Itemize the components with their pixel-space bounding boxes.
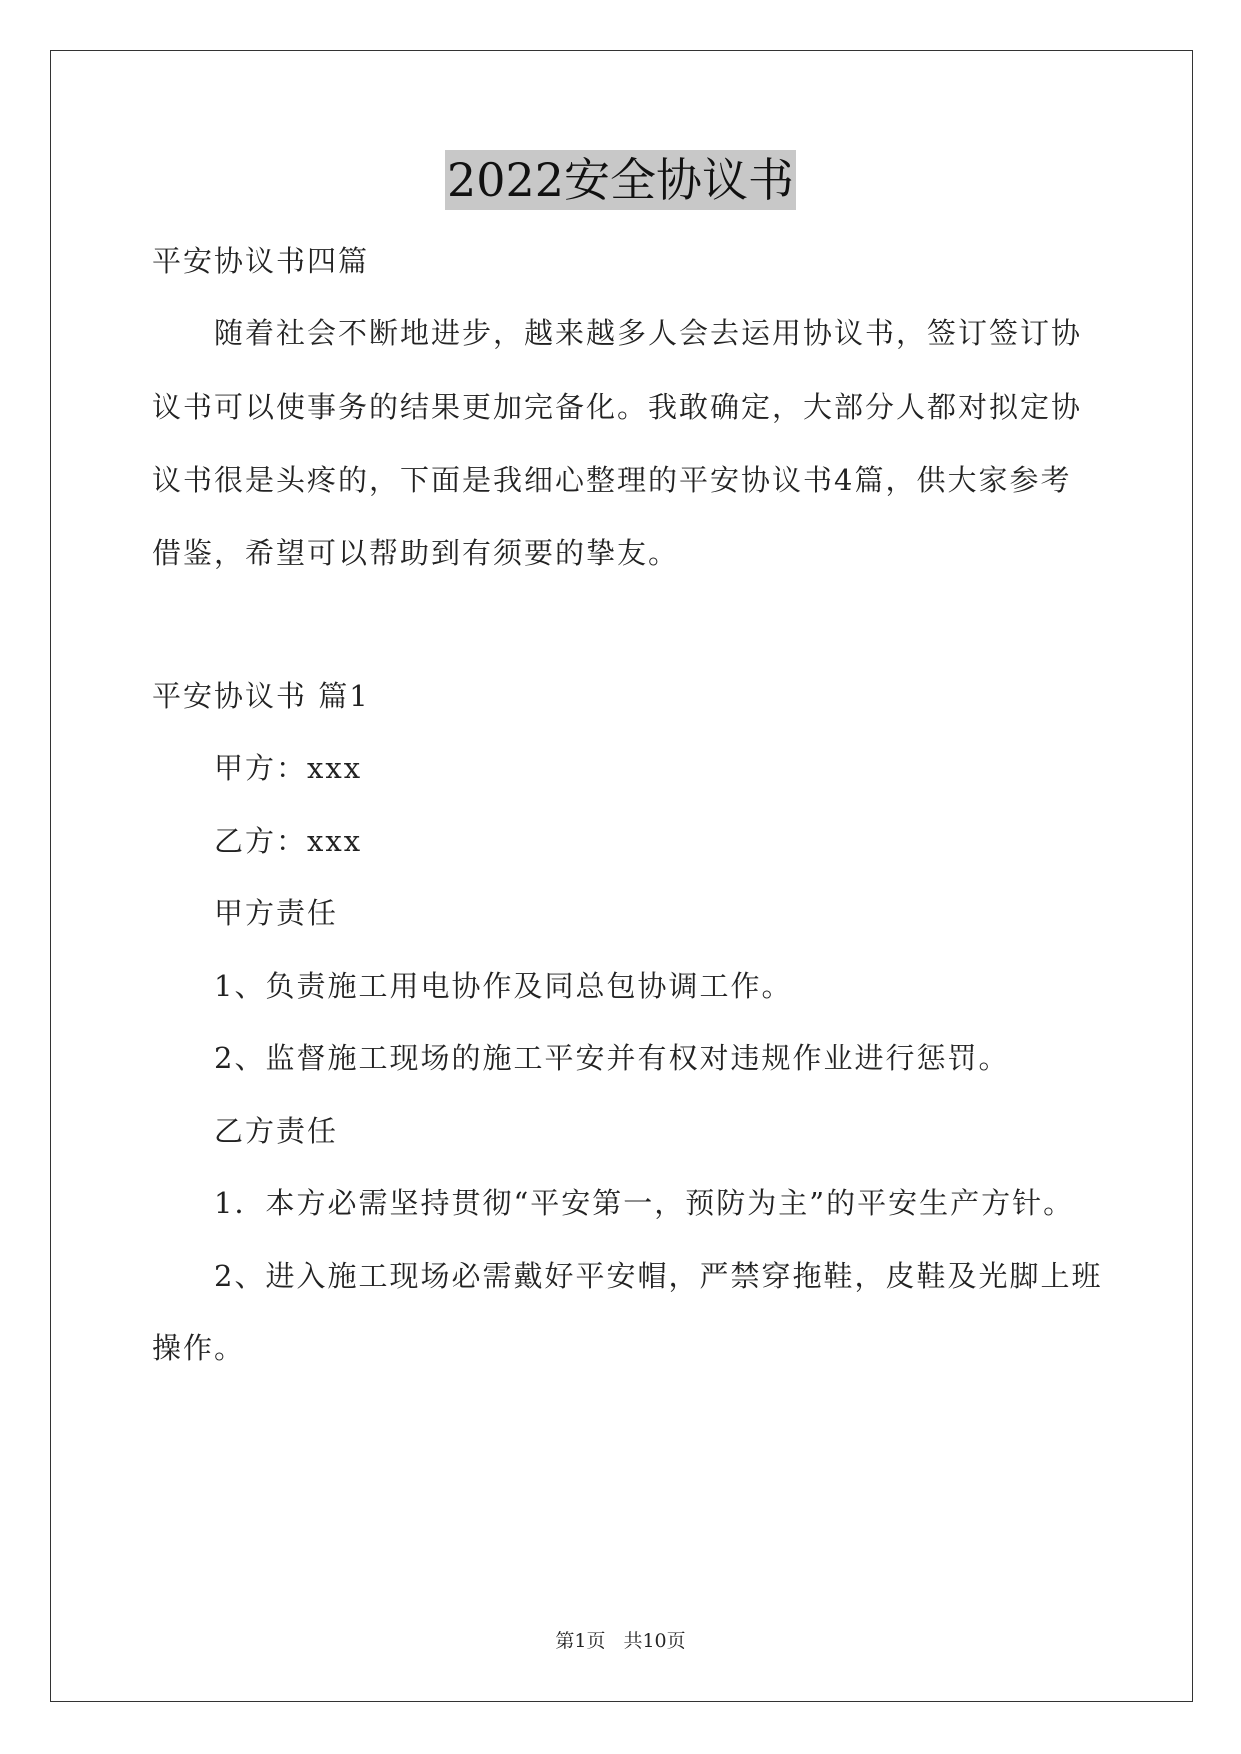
list-item: 2、监督施工现场的施工平安并有权对违规作业进行惩罚。 bbox=[214, 1041, 1010, 1075]
party-b-responsibility-heading: 乙方责任 bbox=[214, 1114, 339, 1148]
party-a-responsibility-heading: 甲方责任 bbox=[214, 896, 339, 930]
page-number: 第1页 bbox=[555, 1630, 606, 1652]
document-title: 2022安全协议书 bbox=[445, 150, 796, 210]
title-container bbox=[0, 150, 1241, 210]
paragraph-line: 议书可以使事务的结果更加完备化。我敢确定，大部分人都对拟定协 bbox=[152, 390, 1083, 424]
paragraph-line: 随着社会不断地进步，越来越多人会去运用协议书，签订签订协 bbox=[214, 316, 1083, 350]
list-item: 1．本方必需坚持贯彻“平安第一，预防为主”的平安生产方针。 bbox=[214, 1186, 1075, 1220]
section-heading: 平安协议书 篇1 bbox=[152, 679, 370, 713]
paragraph-line: 借鉴，希望可以帮助到有须要的挚友。 bbox=[152, 536, 680, 570]
page-border bbox=[50, 50, 1193, 1702]
list-item: 1、负责施工用电协作及同总包协调工作。 bbox=[214, 969, 793, 1003]
party-b-line: 乙方：xxx bbox=[214, 824, 363, 858]
subtitle-line: 平安协议书四篇 bbox=[152, 244, 370, 278]
list-item: 2、进入施工现场必需戴好平安帽，严禁穿拖鞋，皮鞋及光脚上班 bbox=[214, 1259, 1103, 1293]
page-total: 共10页 bbox=[623, 1630, 686, 1652]
paragraph-line: 议书很是头疼的，下面是我细心整理的平安协议书4篇，供大家参考 bbox=[152, 463, 1072, 497]
party-a-line: 甲方：xxx bbox=[214, 751, 363, 785]
list-item-continuation: 操作。 bbox=[152, 1331, 246, 1365]
page-footer bbox=[0, 1626, 1241, 1653]
